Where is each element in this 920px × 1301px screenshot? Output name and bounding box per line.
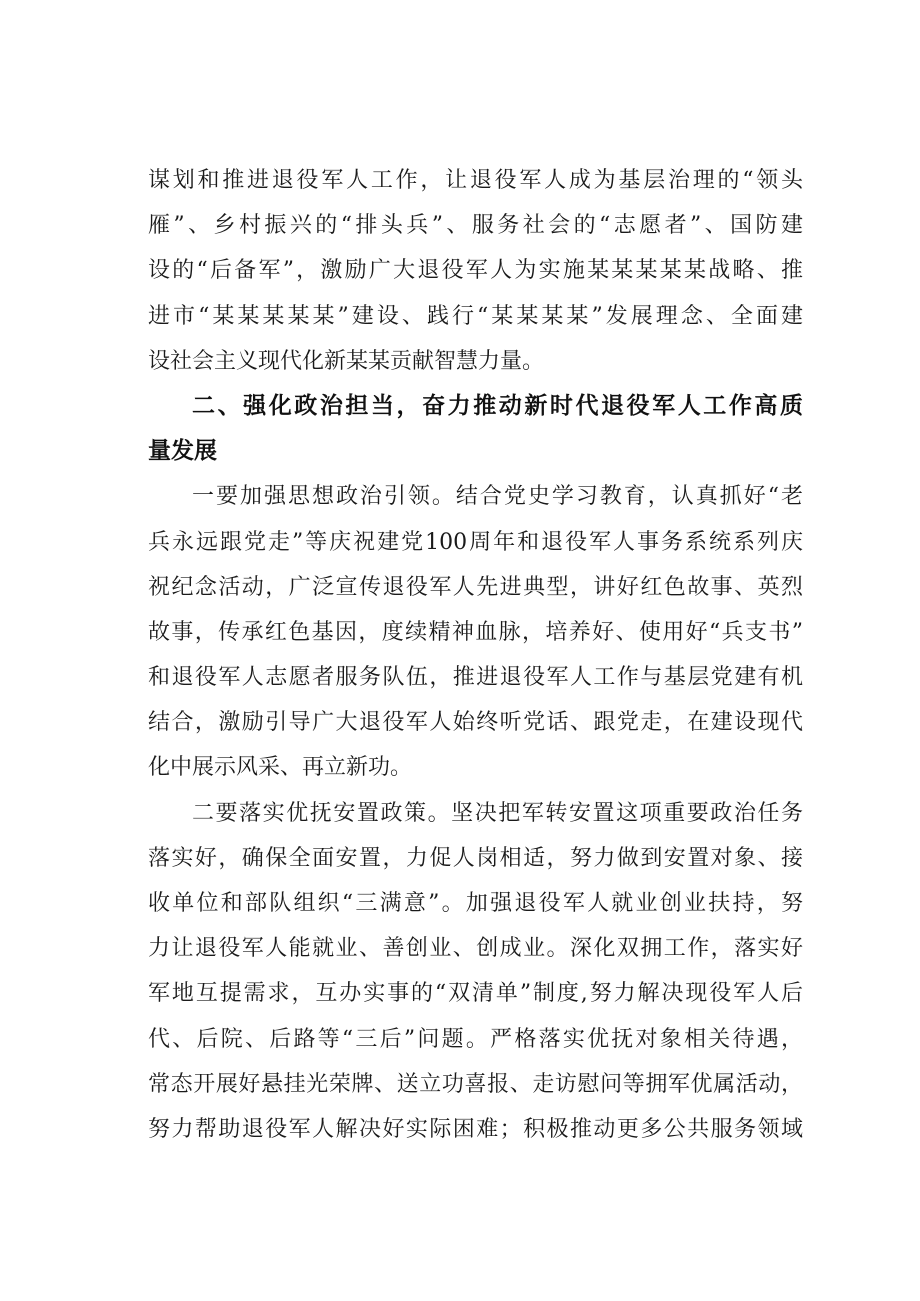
paragraph-intro <box>148 158 803 384</box>
text-line: 设社会主义现代化新某某贡献智慧力量。 <box>148 348 545 374</box>
text-line: 故事，传承红色基因，度续精神血脉，培养好、使用好“兵支书” <box>148 619 803 645</box>
text-line: 化中展示风采、再立新功。 <box>148 755 413 781</box>
text-line: 进市“某某某某某”建设、践行“某某某某”发展理念、全面建 <box>148 303 803 329</box>
text-line: 谋划和推进退役军人工作，让退役军人成为基层治理的“领头 <box>148 168 803 193</box>
paragraph-two <box>148 791 803 1153</box>
section-heading <box>148 384 803 474</box>
text-line: 设的“后备军”，激励广大退役军人为实施某某某某某战略、推 <box>148 258 803 284</box>
document-body <box>148 158 803 1152</box>
text-line: 收单位和部队组织“三满意”。加强退役军人就业创业扶持，努 <box>148 891 803 916</box>
text-line: 常态开展好悬挂光荣牌、送立功喜报、走访慰问等拥军优属活动， <box>148 1071 803 1097</box>
text-line: 力让退役军人能就业、善创业、创成业。深化双拥工作，落实好 <box>148 936 803 962</box>
text-line: 祝纪念活动，广泛宣传退役军人先进典型，讲好红色故事、英烈 <box>148 574 803 600</box>
text-line: 二要落实优抚安置政策。坚决把军转安置这项重要政治任务 <box>192 800 803 826</box>
text-line: 落实好，确保全面安置，力促人岗相适，努力做到安置对象、接 <box>148 845 803 871</box>
heading-line: 二、强化政治担当，奋力推动新时代退役军人工作高质 <box>192 392 803 419</box>
text-line: 结合，激励引导广大退役军人始终听党话、跟党走，在建设现代 <box>148 710 803 736</box>
text-line: 和退役军人志愿者服务队伍，推进退役军人工作与基层党建有机 <box>148 665 803 691</box>
text-line: 一要加强思想政治引领。结合党史学习教育，认真抓好“老 <box>192 484 803 510</box>
text-line: 代、后院、后路等“三后”问题。严格落实优抚对象相关待遇， <box>148 1026 803 1052</box>
text-line: 雁”、乡村振兴的“排头兵”、服务社会的“志愿者”、国防建 <box>148 213 803 239</box>
text-line: 军地互提需求，互办实事的“双清单”制度,努力解决现役军人后 <box>148 981 803 1007</box>
text-line: 兵永远跟党走”等庆祝建党100周年和退役军人事务系统系列庆 <box>148 529 803 555</box>
heading-line: 量发展 <box>148 438 217 465</box>
paragraph-one <box>148 474 803 790</box>
text-line: 努力帮助退役军人解决好实际困难；积极推动更多公共服务领域 <box>148 1116 803 1142</box>
